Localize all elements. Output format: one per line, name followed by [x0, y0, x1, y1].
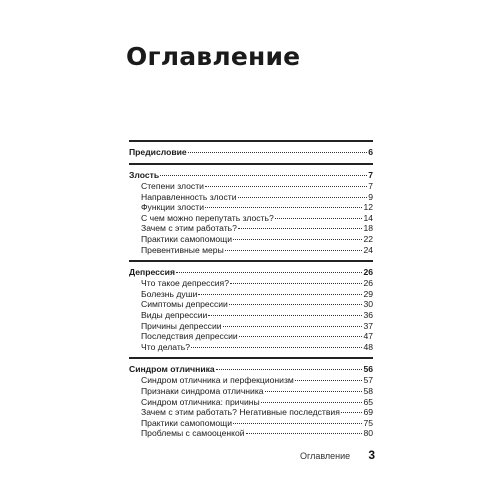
table-of-contents	[129, 140, 373, 444]
toc-subentry[interactable]	[141, 407, 373, 418]
toc-subentry[interactable]	[141, 289, 373, 300]
entry-title: Степени злости	[141, 181, 204, 191]
toc-section	[129, 165, 373, 260]
entry-page-number: 26	[363, 267, 373, 278]
entry-title: Зачем с этим работать? Негативные последствия	[141, 407, 340, 418]
entry-page-number: 14	[363, 212, 373, 223]
entry-page-number: 56	[363, 364, 373, 375]
dot-leader	[160, 175, 367, 176]
entry-page-number: 24	[363, 244, 373, 255]
footer-label: Оглавление	[300, 451, 351, 461]
dot-leader	[239, 336, 363, 337]
entry-page-number: 58	[363, 385, 373, 396]
toc-subentry[interactable]	[141, 331, 373, 342]
entry-page-number: 12	[363, 202, 373, 213]
dot-leader	[233, 423, 362, 424]
page-title: Оглавление	[126, 42, 301, 71]
entry-title: Симптомы депрессии	[141, 299, 228, 310]
toc-section	[129, 142, 373, 163]
entry-page-number: 26	[363, 278, 373, 289]
entry-title: Признаки синдрома отличника	[141, 385, 264, 396]
entry-title: Функции злости	[141, 202, 205, 213]
entry-title: Что такое депрессия?	[141, 278, 229, 289]
dot-leader	[198, 294, 362, 295]
dot-leader	[225, 250, 363, 251]
dot-leader	[230, 283, 362, 284]
entry-title: Синдром отличника и перфекционизм	[141, 375, 294, 386]
toc-section	[129, 359, 373, 444]
entry-title: Синдром отличника	[129, 364, 215, 375]
toc-chapter[interactable]	[129, 169, 373, 181]
entry-title: Болезнь души	[141, 288, 198, 299]
toc-subentry[interactable]	[141, 397, 373, 408]
entry-title: С чем можно перепутать злость?	[141, 212, 274, 223]
dot-leader	[205, 186, 367, 187]
toc-subentry[interactable]	[141, 342, 373, 353]
entry-page-number: 7	[368, 181, 373, 191]
entry-page-number: 30	[363, 299, 373, 310]
entry-page-number: 36	[363, 309, 373, 320]
dot-leader	[205, 207, 362, 208]
toc-subentry[interactable]	[141, 428, 373, 439]
toc-subentry[interactable]	[141, 278, 373, 289]
toc-subentry[interactable]	[141, 234, 373, 245]
toc-section	[129, 262, 373, 357]
toc-subentry[interactable]	[141, 418, 373, 429]
toc-subentry[interactable]	[141, 375, 373, 386]
toc-subentry[interactable]	[141, 213, 373, 224]
entry-title: Проблемы с самооценкой	[141, 428, 245, 439]
entry-page-number: 37	[363, 320, 373, 331]
entry-page-number: 47	[363, 331, 373, 342]
dot-leader	[261, 402, 363, 403]
dot-leader	[295, 380, 363, 381]
toc-subentry[interactable]	[141, 321, 373, 332]
entry-page-number: 7	[368, 170, 373, 180]
entry-page-number: 22	[363, 233, 373, 244]
entry-title: Превентивные меры	[141, 244, 224, 255]
toc-subentry[interactable]	[141, 299, 373, 310]
entry-page-number: 18	[363, 223, 373, 234]
entry-page-number: 65	[363, 396, 373, 407]
entry-title: Злость	[129, 170, 160, 180]
dot-leader	[216, 369, 363, 370]
dot-leader	[238, 228, 362, 229]
entry-title: Практики самопомощи	[141, 417, 233, 428]
dot-leader	[233, 239, 362, 240]
entry-page-number: 75	[363, 417, 373, 428]
dot-leader	[191, 347, 362, 348]
dot-leader	[265, 391, 363, 392]
toc-subentry[interactable]	[141, 245, 373, 256]
dot-leader	[176, 272, 362, 273]
toc-subentry[interactable]	[141, 386, 373, 397]
entry-title: Что делать?	[141, 341, 191, 352]
entry-title: Виды депрессии	[141, 309, 208, 320]
entry-title: Практики самопомощи	[141, 233, 233, 244]
dot-leader	[188, 152, 368, 153]
entry-title: Направленность злости	[141, 191, 237, 202]
page-number: 3	[368, 448, 375, 462]
toc-subentry[interactable]	[141, 202, 373, 213]
toc-chapter[interactable]	[129, 266, 373, 278]
toc-chapter[interactable]	[129, 363, 373, 375]
toc-subentry[interactable]	[141, 310, 373, 321]
entry-page-number: 69	[363, 407, 373, 418]
entry-page-number: 80	[363, 428, 373, 439]
entry-title: Предисловие	[129, 147, 187, 157]
entry-title: Причины депрессии	[141, 320, 222, 331]
entry-page-number: 29	[363, 288, 373, 299]
toc-chapter[interactable]	[129, 146, 373, 158]
page-footer	[300, 448, 375, 462]
entry-page-number: 57	[363, 375, 373, 386]
toc-subentry[interactable]	[141, 192, 373, 203]
entry-page-number: 48	[363, 341, 373, 352]
toc-subentry[interactable]	[141, 223, 373, 234]
dot-leader	[246, 433, 363, 434]
dot-leader	[341, 412, 363, 413]
dot-leader	[229, 304, 363, 305]
entry-title: Зачем с этим работать?	[141, 223, 237, 234]
entry-page-number: 9	[368, 191, 373, 202]
dot-leader	[275, 218, 363, 219]
dot-leader	[238, 197, 368, 198]
toc-subentry[interactable]	[141, 181, 373, 192]
dot-leader	[223, 326, 363, 327]
entry-page-number: 6	[368, 147, 373, 157]
dot-leader	[208, 315, 362, 316]
entry-title: Депрессия	[129, 267, 175, 278]
entry-title: Синдром отличника: причины	[141, 396, 260, 407]
entry-title: Последствия депрессии	[141, 331, 238, 342]
